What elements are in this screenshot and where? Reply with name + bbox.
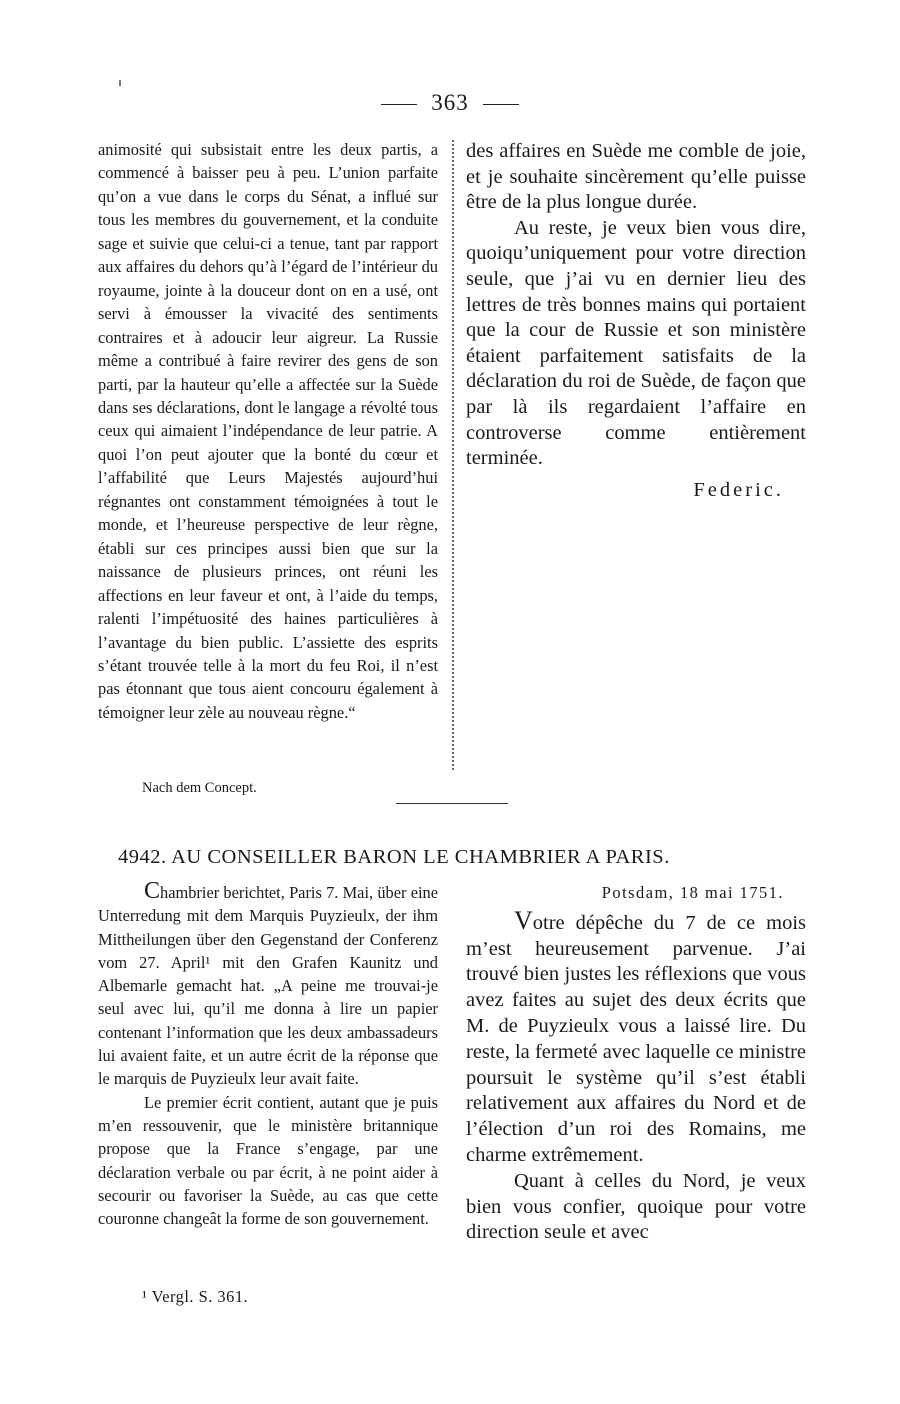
- body-p1-text: otre dépêche du 7 de ce mois m’est heureusement parvenue. J’ai trouvé bien justes les réflexions que vous avez faites au sujet des deux écrits que M. de Puyzieulx vous a laissé lire. Du reste, la fermeté avec laquelle ce ministre poursuit le système qu’il s’est établi relativement aux affaires du Nord et de l’élection d’un roi des Romains, me charme extrêmement.: [466, 911, 806, 1166]
- previous-letter-right-p1: des affaires en Suède me comble de joie, et je souhaite sincèrement qu’elle puisse être de la plus longue durée.: [466, 140, 806, 214]
- previous-letter-left-text: animosité qui subsistait entre les deux partis, a commencé à baisser peu à peu. L’union parfaite qu’on a vue dans le corps du Sénat, a influé sur tous les membres du gouvernement, et la conduite sage et suivie que celui-ci a tenue, tant par rapport aux affaires du dehors qu’à l’égard de l’intérieur du royaume, jointe à la douceur dont on en a usé, ont servi à émousser la vivacité des sentiments contraires et à adoucir leur aigreur. La Russie même a contribué à faire revirer des gens de son parti, par la hauteur qu’elle a affectée sur la Suède dans ses déclarations, dont le langage a révolté tous ceux qui aimaient l’indépendance de leur patrie. A quoi l’on peut ajouter que la bonté du cœur et l’affabilité que Leurs Majestés aujourd’hui régnantes ont constamment témoignées à tout le monde, et l’heureuse perspective de leur règne, établi sur ces principes aussi bien que sur la naissance de plusieurs princes, ont réuni les affections en leur faveur et ont, à l’aide du temps, ralenti l’impétuosité des haines particulières à l’avantage du bien public. L’assiette des esprits s’étant trouvée telle à la mort du feu Roi, il n’est pas étonnant que tous aient concouru également à témoigner leur zèle au nouveau règne.“: [98, 140, 438, 722]
- section-separator: [396, 803, 508, 804]
- letter-summary-p1: [98, 880, 438, 1091]
- summary-p1-text: hambrier berichtet, Paris 7. Mai, über eine Unterredung mit dem Marquis Puyzieulx, der ihm Mittheilungen über den Gegenstand der Conferenz vom 27. April¹ mit den Grafen Kaunitz und Albemarle gemacht hat. „A peine me trouvai-je seul avec lui, qu’il me donna à lire un papier contenant l’information que les deux ambassadeurs lui avaient faite, et un autre écrit de la réponse que le marquis de Puyzieulx leur avait faite.: [98, 883, 438, 1089]
- previous-letter-right-p2: Au reste, je veux bien vous dire, quoiqu’uniquement pour votre direction seule, que j’ai vu en dernier lieu des lettres de très bonnes mains qui portaient que la cour de Russie et son ministère étaient parfaitement satisfaits de la déclaration du roi de Suède, de façon que par là ils regardaient l’affaire en controverse comme entièrement terminée.: [466, 216, 806, 470]
- page-number-dash-left: [381, 104, 417, 105]
- column-divider: [452, 140, 454, 770]
- source-note: Nach dem Concept.: [142, 780, 257, 796]
- previous-letter-left-column: [98, 138, 438, 724]
- dateline: Potsdam, 18 mai 1751.: [601, 883, 784, 902]
- signature: Federic.: [693, 478, 784, 501]
- letter-body-p1: [466, 905, 806, 1169]
- letter-body-column: [466, 880, 806, 1246]
- footnote: ¹ Vergl. S. 361.: [142, 1287, 249, 1306]
- pencil-mark: [119, 80, 121, 86]
- letter-body-p2: Quant à celles du Nord, je veux bien vous confier, quoique pour votre direction seule et avec: [466, 1169, 806, 1244]
- page-number: [0, 90, 900, 116]
- previous-letter-right-column: [466, 139, 806, 503]
- letter-summary-column: [98, 880, 438, 1230]
- body-initial: V: [514, 905, 533, 935]
- summary-initial: C: [144, 878, 161, 904]
- letter-heading: 4942. AU CONSEILLER BARON LE CHAMBRIER A PARIS.: [118, 846, 670, 868]
- page-number-value: 363: [431, 90, 469, 115]
- page-number-dash-right: [483, 104, 519, 105]
- letter-summary-p2: Le premier écrit contient, autant que je puis m’en ressouvenir, que le ministère britannique propose que la France s’engage, par une déclaration verbale ou par écrit, à ne point aider à secourir ou favoriser la Suède, au cas que cette couronne changeât la forme de son gouvernement.: [98, 1092, 438, 1229]
